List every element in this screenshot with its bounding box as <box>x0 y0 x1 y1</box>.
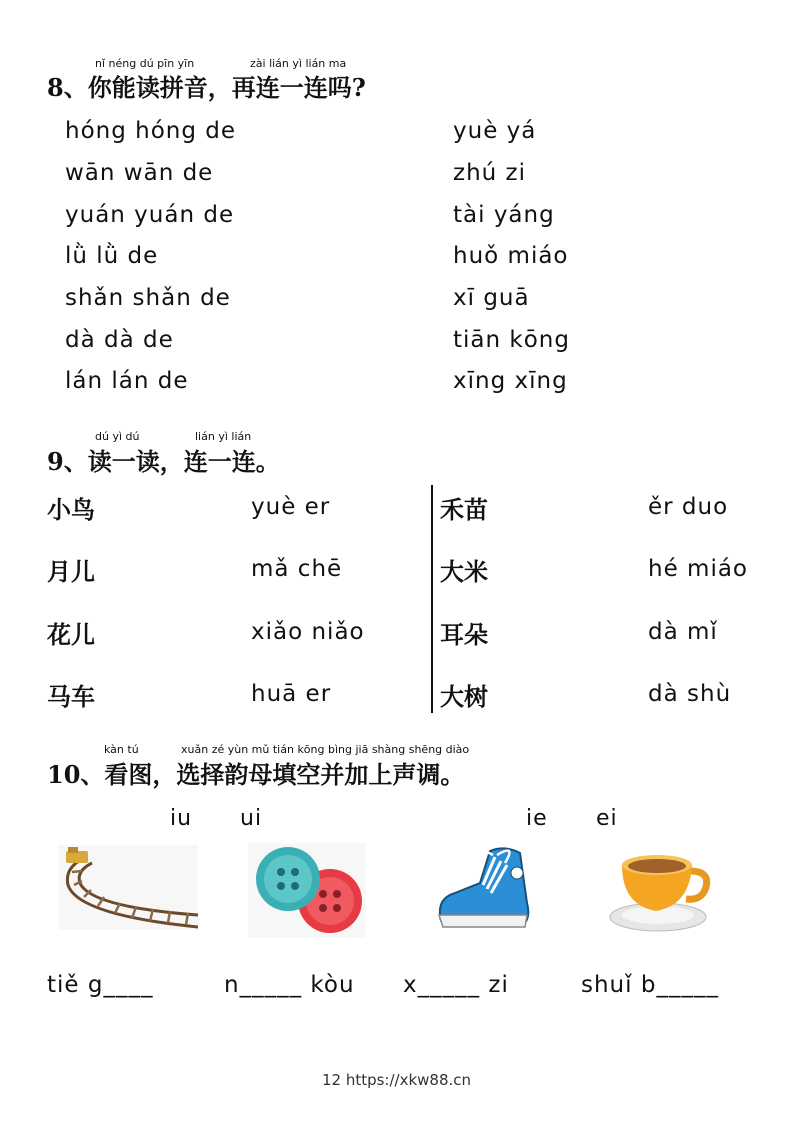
shoe-image <box>435 843 535 933</box>
q9-left-pinyin: yuè er <box>251 494 331 520</box>
q8-left-item: wān wān de <box>65 160 214 186</box>
q9-right-pinyin: ěr duo <box>648 494 729 520</box>
q8-title: 8、你能读拼音，再连一连吗? <box>47 73 366 102</box>
q9-annotation-2: lián yì lián <box>195 430 252 443</box>
q10-annotation-1: kàn tú <box>104 743 139 756</box>
q10-blank-1[interactable]: tiě g____ <box>47 972 154 998</box>
q9-right-word: 大米 <box>440 557 488 586</box>
button-image <box>248 843 366 938</box>
q9-left-pinyin: mǎ chē <box>251 556 343 582</box>
q10-option: iu <box>170 806 193 831</box>
q9-left-word: 花儿 <box>47 620 95 649</box>
q8-annotation-2: zài lián yì lián ma <box>250 57 347 70</box>
q8-left-item: yuán yuán de <box>65 202 235 228</box>
q9-left-word: 小鸟 <box>47 495 95 524</box>
q9-left-pinyin: xiǎo niǎo <box>251 619 365 645</box>
q9-right-pinyin: dà shù <box>648 681 732 707</box>
q8-right-item: zhú zi <box>453 160 527 186</box>
q8-right-item: xīng xīng <box>453 368 568 394</box>
q9-annotation-1: dú yì dú <box>95 430 140 443</box>
q10-option: ie <box>526 806 548 831</box>
page-footer: 12 https://xkw88.cn <box>321 1071 472 1089</box>
q8-left-item: lán lán de <box>65 368 189 394</box>
q10-blank-2[interactable]: n_____ kòu <box>224 972 355 998</box>
q9-left-pinyin: huā er <box>251 681 332 707</box>
q10-option: ui <box>240 806 263 831</box>
q8-right-item: tiān kōng <box>453 327 570 353</box>
q8-right-item: xī guā <box>453 285 530 311</box>
q9-right-word: 大树 <box>440 682 488 711</box>
q8-left-item: hóng hóng de <box>65 118 237 144</box>
q8-left-item: dà dà de <box>65 327 174 353</box>
q8-annotation-1: nǐ néng dú pīn yīn <box>95 57 195 70</box>
q9-divider <box>431 485 433 713</box>
q9-right-pinyin: dà mǐ <box>648 619 718 645</box>
q8-right-item: tài yáng <box>453 202 555 228</box>
q10-blank-3[interactable]: x_____ zi <box>403 972 509 998</box>
q10-annotation-2: xuǎn zé yùn mǔ tián kōng bìng jiā shàng shēng diào <box>181 743 470 756</box>
teacup-image <box>608 843 713 935</box>
q8-right-item: huǒ miáo <box>453 243 569 269</box>
q9-right-word: 禾苗 <box>440 495 488 524</box>
railway-track-image <box>58 845 198 930</box>
q10-option: ei <box>596 806 618 831</box>
q8-right-item: yuè yá <box>453 118 537 144</box>
q9-right-pinyin: hé miáo <box>648 556 748 582</box>
q10-title: 10、看图，选择韵母填空并加上声调。 <box>47 760 465 789</box>
q9-left-word: 月儿 <box>47 557 95 586</box>
q9-title: 9、读一读，连一连。 <box>47 447 280 476</box>
q8-left-item: lǜ lǜ de <box>65 243 159 269</box>
q10-blank-4[interactable]: shuǐ b_____ <box>581 972 719 998</box>
q9-right-word: 耳朵 <box>440 620 488 649</box>
q9-left-word: 马车 <box>47 682 95 711</box>
q8-left-item: shǎn shǎn de <box>65 285 231 311</box>
